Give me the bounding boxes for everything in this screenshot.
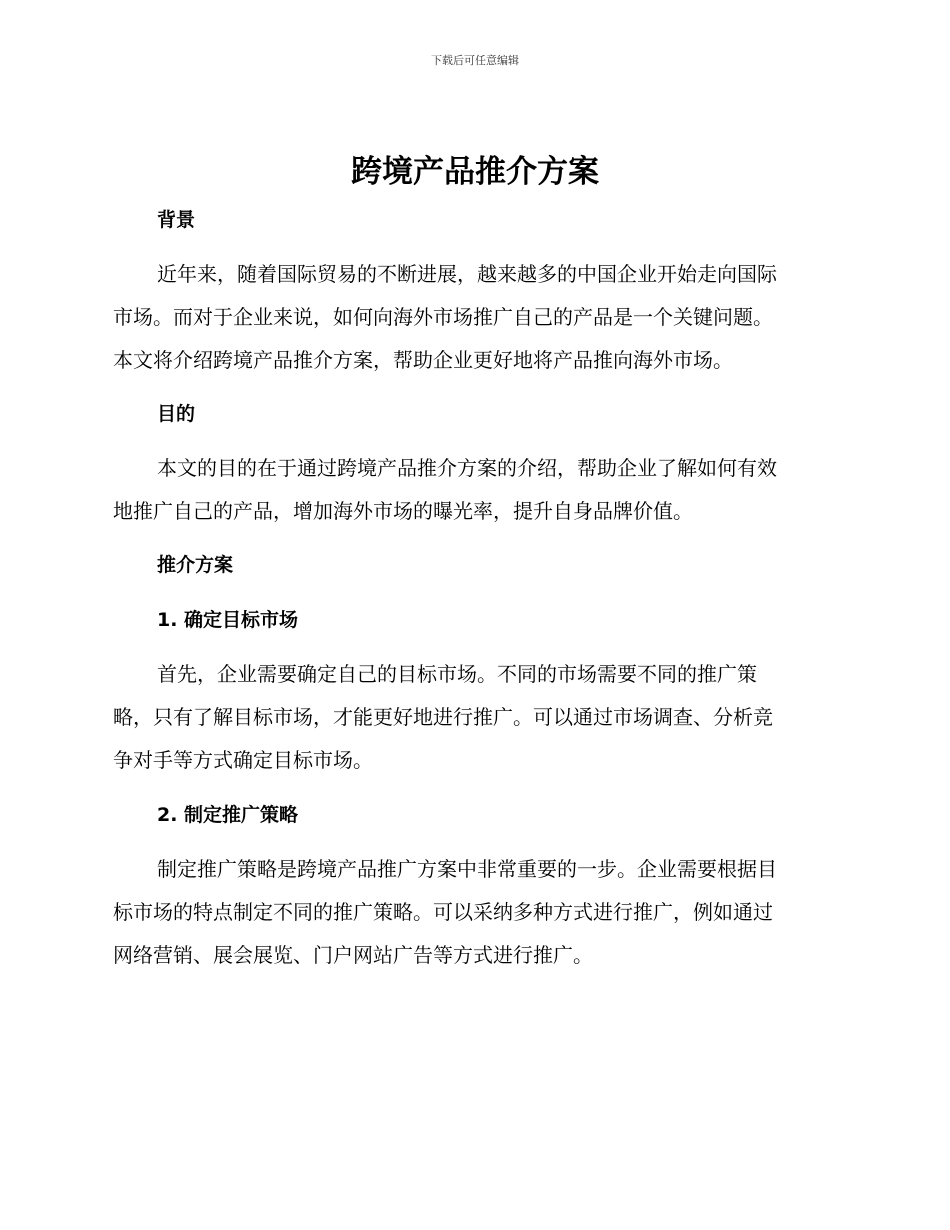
heading-purpose: 目的 [157, 403, 196, 425]
paragraph-line: 标市场的特点制定不同的推广策略。可以采纳多种方式进行推广，例如通过 [113, 900, 773, 924]
document-title: 跨境产品推介方案 [351, 154, 599, 190]
paragraph-step-2 [113, 848, 831, 977]
paragraph-purpose [113, 447, 831, 533]
paragraph-line: 本文将介绍跨境产品推介方案，帮助企业更好地将产品推向海外市场。 [113, 348, 733, 372]
paragraph-line: 网络营销、展会展览、门户网站广告等方式进行推广。 [113, 943, 593, 967]
paragraph-line: 争对手等方式确定目标市场。 [113, 748, 373, 772]
paragraph-line: 近年来，随着国际贸易的不断进展，越来越多的中国企业开始走向国际 [157, 262, 777, 286]
paragraph-line: 本文的目的在于通过跨境产品推介方案的介绍，帮助企业了解如何有效 [157, 456, 777, 480]
paragraph-background [113, 253, 831, 382]
paragraph-line: 地推广自己的产品，增加海外市场的曝光率，提升自身品牌价值。 [113, 499, 693, 523]
paragraph-step-1 [113, 653, 831, 782]
heading-step-1: 1. 确定目标市场 [157, 609, 299, 631]
header-note: 下载后可任意编辑 [431, 54, 519, 67]
paragraph-line: 略，只有了解目标市场，才能更好地进行推广。可以通过市场调查、分析竞 [113, 705, 773, 729]
heading-step-2: 2. 制定推广策略 [157, 804, 299, 826]
paragraph-line: 制定推广策略是跨境产品推广方案中非常重要的一步。企业需要根据目 [157, 857, 777, 881]
paragraph-line: 市场。而对于企业来说，如何向海外市场推广自己的产品是一个关键问题。 [113, 305, 773, 329]
heading-background: 背景 [157, 209, 196, 231]
heading-plan: 推介方案 [157, 554, 234, 576]
paragraph-line: 首先，企业需要确定自己的目标市场。不同的市场需要不同的推广策 [157, 662, 757, 686]
